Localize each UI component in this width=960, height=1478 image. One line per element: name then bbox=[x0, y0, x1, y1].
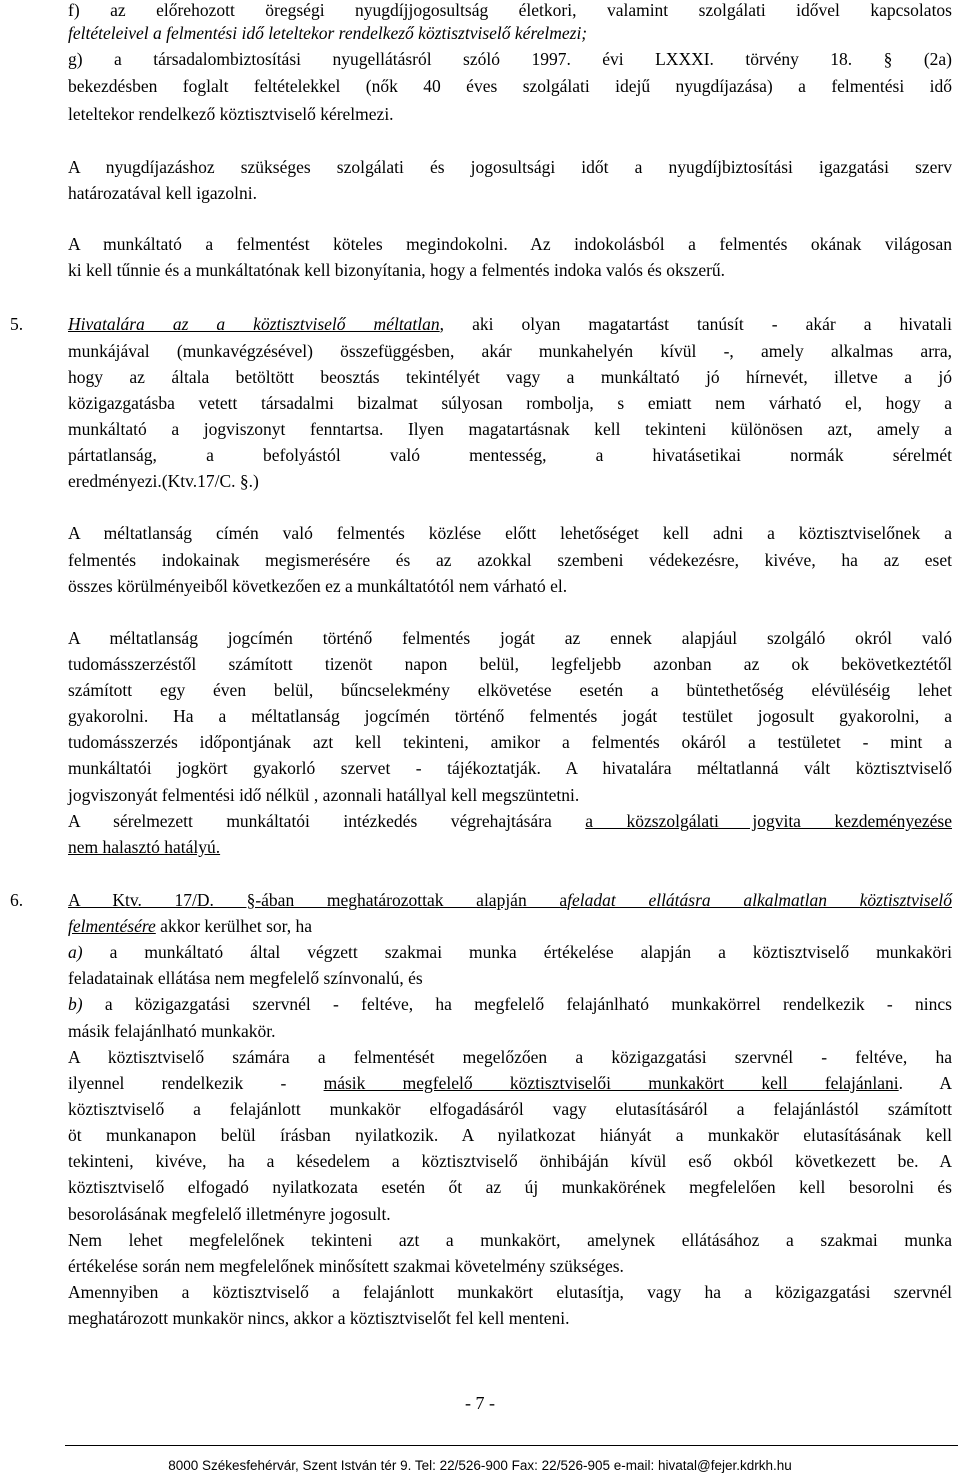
paragraph-line: Nem lehet megfelelőnek tekinteni azt a munkakört, amelynek ellátásához a szakmai munka bbox=[68, 1230, 952, 1250]
paragraph-line: köztisztviselő elfogadó nyilatkozata esetén őt az új munkakörének megfelelően kell besorolni és bbox=[68, 1177, 952, 1197]
paragraph-line: eredményezi.(Ktv.17/C. §.) bbox=[68, 471, 259, 491]
underlined-text: A Ktv. 17/D. §-ában meghatározottak alapján a bbox=[68, 890, 568, 910]
paragraph-line: másik felajánlható munkakör. bbox=[68, 1021, 276, 1041]
paragraph-text: a közigazgatási szervnél - feltéve, ha megfelelő felajánlható munkakörrel rendelkezik - nincs bbox=[82, 994, 952, 1014]
underlined-text: felmentésére bbox=[68, 916, 156, 936]
paragraph-line bbox=[68, 941, 952, 963]
paragraph-line: értékelése során nem megfelelőnek minősített szakmai követelmény szükséges. bbox=[68, 1256, 624, 1276]
paragraph-line: f) az előrehozott öregségi nyugdíjjogosultság életkori, valamint szolgálati idővel kapcsolatos bbox=[68, 0, 952, 20]
paragraph-line: g) a társadalombiztosítási nyugellátásról szóló 1997. évi LXXXI. törvény 18. § (2a) bbox=[68, 49, 952, 69]
paragraph-line: hogy az általa betöltött beosztás tekintélyét vagy a munkáltató jó hírnevét, illetve a jó bbox=[68, 367, 952, 387]
paragraph-line: számított egy éven belül, bűncselekmény elkövetése esetén a büntethetőség elévüléséig lehet bbox=[68, 680, 952, 700]
section-number: 6. bbox=[10, 890, 24, 910]
paragraph-line: A munkáltató a felmentést köteles megindokolni. Az indokolásból a felmentés okának világosan bbox=[68, 234, 952, 254]
paragraph-line: határozatával kell igazolni. bbox=[68, 183, 258, 203]
paragraph-line: tekinteni, kivéve, ha a késedelem a köztisztviselő önhibáján kívül eső okból következett be. A bbox=[68, 1151, 952, 1171]
section-5-line bbox=[10, 313, 952, 335]
paragraph-line: bekezdésben foglalt feltételekkel (nők 40 éves szolgálati idejű nyugdíjazása) a felmentési idő bbox=[68, 76, 952, 96]
paragraph-line: munkáltató a jogviszonyt fenntartsa. Ilyen magatartásnak kell tekinteni különösen azt, amely a bbox=[68, 419, 952, 439]
underlined-text: nem halasztó hatályú. bbox=[68, 837, 221, 857]
section-5-heading: Hivatalára az a köztisztviselő méltatlan bbox=[68, 314, 440, 334]
footer-divider bbox=[65, 1445, 958, 1446]
paragraph-line: munkájával (munkavégzésével) összefüggésben, akár munkahelyén kívül -, amely alkalmas arra, bbox=[68, 341, 952, 361]
paragraph-line: ki kell tűnnie és a munkáltatónak kell bizonyítania, hogy a felmentés indoka valós és okszerű. bbox=[68, 260, 726, 280]
paragraph-line: pártatlanság, a befolyástól való mentesség, a hivatásetikai normák sérelmét bbox=[68, 445, 952, 465]
paragraph-line: összes körülményeiből következően ez a munkáltatótól nem várható el. bbox=[68, 576, 568, 596]
underlined-text: feladat ellátásra alkalmatlan köztisztviselő bbox=[567, 890, 952, 910]
paragraph-line bbox=[68, 915, 952, 937]
underlined-text: másik megfelelő köztisztviselői munkakört kell felajánlani bbox=[323, 1073, 899, 1093]
paragraph-line: leteltekor rendelkező köztisztviselő kérelmezi. bbox=[68, 104, 394, 124]
paragraph-text: , aki olyan magatartást tanúsít - akár a hivatali bbox=[439, 314, 952, 334]
paragraph-line: besorolásának megfelelő illetményre jogosult. bbox=[68, 1204, 391, 1224]
paragraph-line: gyakorolni. Ha a méltatlanság jogcímén történő felmentés jogát testület jogosult gyakorolni, a bbox=[68, 706, 952, 726]
paragraph-text: a munkáltató által végzett szakmai munka értékelése alapján a köztisztviselő munkaköri bbox=[82, 942, 952, 962]
paragraph-line: felmentés indokainak megismerésére és az azokkal szembeni védekezésre, kivéve, ha az eset bbox=[68, 550, 952, 570]
paragraph-line: A nyugdíjazáshoz szükséges szolgálati és jogosultsági időt a nyugdíjbiztosítási igazgatási szerv bbox=[68, 157, 952, 177]
paragraph-line: öt munkanapon belül írásban nyilatkozik. A nyilatkozat hiányát a munkakör elutasításának kell bbox=[68, 1125, 952, 1145]
underlined-text: a közszolgálati jogvita kezdeményezése bbox=[585, 811, 952, 831]
paragraph-line: munkáltatói jogkört gyakorló szervet - tájékoztatják. A hivatalára méltatlanná vált köztisztviselő bbox=[68, 758, 952, 778]
paragraph-line: feladatainak ellátása nem megfelelő színvonalú, és bbox=[68, 968, 423, 988]
paragraph-line: tudomásszerzéstől számított tizenöt napon belül, legfeljebb azonban az ok bekövetkeztétől bbox=[68, 654, 952, 674]
paragraph-line: jogviszonyát felmentési idő nélkül , azonnali hatállyal kell megszüntetni. bbox=[68, 785, 580, 805]
paragraph-line: A köztisztviselő számára a felmentését megelőzően a közigazgatási szervnél - feltéve, ha bbox=[68, 1047, 952, 1067]
paragraph-line: Amennyiben a köztisztviselő a felajánlott munkakört elutasítja, vagy ha a közigazgatási szervnél bbox=[68, 1282, 952, 1302]
paragraph-line: feltételeivel a felmentési idő leteltekor rendelkező köztisztviselő kérelmezi; bbox=[68, 23, 588, 43]
paragraph-line: tudomásszerzés időpontjának azt kell tekinteni, amikor a felmentés okáról a testületet - mint a bbox=[68, 732, 952, 752]
section-number: 5. bbox=[10, 314, 24, 334]
page-number: - 7 - bbox=[465, 1393, 495, 1413]
paragraph-text: . A bbox=[898, 1073, 952, 1093]
paragraph-text: akkor kerülhet sor, ha bbox=[155, 916, 313, 936]
list-marker: a) bbox=[68, 942, 83, 962]
section-6-line bbox=[10, 889, 952, 911]
paragraph-line bbox=[68, 810, 952, 832]
paragraph-line: A méltatlanság címén való felmentés közlése előtt lehetőséget kell adni a köztisztviselőnek a bbox=[68, 523, 952, 543]
paragraph-line bbox=[68, 993, 952, 1015]
list-marker: b) bbox=[68, 994, 83, 1014]
paragraph-line: köztisztviselő a felajánlott munkakör elfogadásáról vagy elutasításáról a felajánlástól számított bbox=[68, 1099, 952, 1119]
paragraph-line bbox=[68, 836, 952, 858]
paragraph-line: közigazgatásba vetett társadalmi bizalmat súlyosan rombolja, s emiatt nem várható el, hogy a bbox=[68, 393, 952, 413]
footer-contact: 8000 Székesfehérvár, Szent István tér 9. Tel: 22/526-900 Fax: 22/526-905 e-mail: hivatal@fejer.kdrkh.hu bbox=[168, 1458, 792, 1473]
paragraph-line: A méltatlanság jogcímén történő felmentés jogát az ennek alapjául szolgáló okról való bbox=[68, 628, 952, 648]
paragraph-line: meghatározott munkakör nincs, akkor a köztisztviselőt fel kell menteni. bbox=[68, 1308, 570, 1328]
paragraph-line bbox=[68, 1072, 952, 1094]
paragraph-text: A sérelmezett munkáltatói intézkedés végrehajtására bbox=[68, 811, 586, 831]
paragraph-text: ilyennel rendelkezik - bbox=[68, 1073, 324, 1093]
